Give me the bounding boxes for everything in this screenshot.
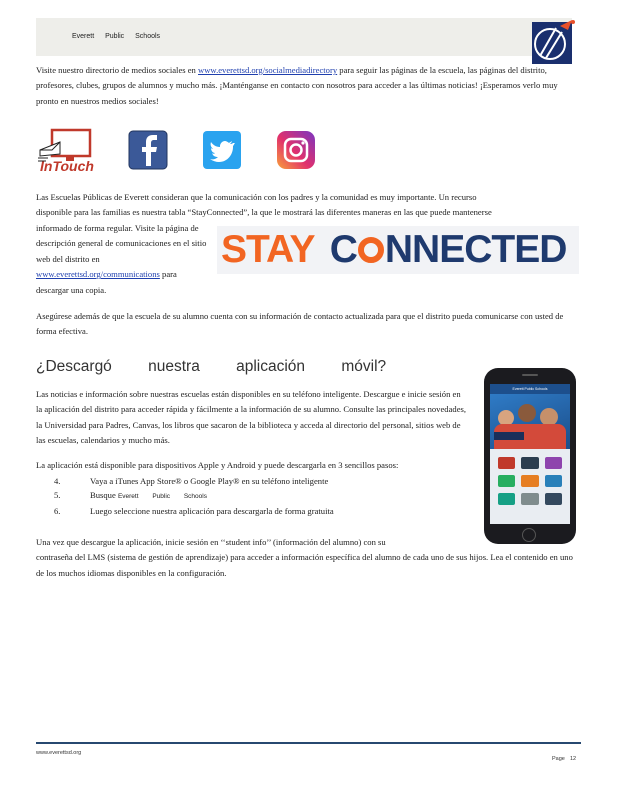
app-p3-line1: Una vez que descargue la aplicación, inicie sesión en ‘‘student info’’ (información del alumno) con su: [36, 537, 386, 547]
step-brand: Everett Public Schools: [117, 493, 207, 500]
stay-text-rest: informado de forma regular. Visite la página de descripción general de comunicaciones en el sitio web del distrito en: [36, 223, 207, 264]
step-item: [54, 488, 464, 504]
app-paragraph-2: [36, 458, 468, 473]
footer-rule: [36, 742, 581, 744]
banner-stay-text: STAY: [221, 228, 314, 271]
stay-connected-banner: [217, 226, 579, 274]
twitter-icon[interactable]: [202, 130, 242, 170]
step-item: [54, 504, 464, 518]
step-number: 5.: [54, 490, 61, 500]
district-logo-icon: [526, 18, 578, 66]
banner-o-icon: [358, 237, 384, 263]
app-p1-text: Las noticias e información sobre nuestras escuelas están disponibles en su teléfono inteligente. Descargue e inicie sesión en la aplicación del distrito para acceder rápida y fácilmente a la información de su alumno. Consulte las principales novedades, la Universidad para Padres, Canvas, los libros que sacaron de la biblioteca y acceda al directorio del personal, sitios web de las escuelas, calendarios y mucho más.: [36, 389, 467, 446]
app-steps: [54, 474, 464, 518]
step-text: Vaya a iTunes App Store® o Google Play® en su teléfono inteligente: [90, 476, 329, 486]
phone-app-grid: [490, 449, 570, 513]
stay-line-1: Las Escuelas Públicas de Everett consideran que la comunicación con los padres y la comunidad es muy importante. Un recurso: [36, 192, 477, 202]
app-heading: ¿Descargó nuestra aplicación móvil?: [36, 358, 387, 375]
step-number: 6.: [54, 506, 61, 516]
header-bar: [36, 18, 572, 56]
social-media-directory-link[interactable]: www.everettsd.org/socialmediadirectory: [198, 65, 338, 75]
phone-app-title: Everett Public Schools: [490, 384, 570, 394]
intro-paragraph: [36, 63, 578, 109]
footer-site: www.everettsd.org: [36, 750, 82, 756]
intouch-label: InTouch: [40, 158, 94, 174]
step-text: Busque: [90, 490, 118, 500]
phone-mockup: [484, 368, 576, 544]
header-brand: Everett Public Schools: [72, 33, 161, 40]
stay-connected-intro: [36, 190, 578, 221]
step-item: [54, 474, 464, 488]
stay-text-tail: para descargar una copia.: [36, 269, 177, 295]
footer-page-number: 12: [570, 756, 577, 762]
facebook-icon[interactable]: [128, 130, 168, 170]
ensure-text: Asegúrese además de que la escuela de su alumno cuenta con su información de contacto actualizada para que el distrito pueda comunicarse con usted de forma efectiva.: [36, 311, 564, 337]
phone-home-button: [522, 528, 536, 542]
step-text: Luego seleccione nuestra aplicación para descargarla de forma gratuita: [90, 506, 334, 516]
communications-link[interactable]: www.everettsd.org/communications: [36, 269, 160, 280]
stay-connected-text: [36, 221, 208, 298]
stay-line-2: disponible para las familias es nuestra tabla “StayConnected”, la que le mostrará las diferentes maneras en las que puede mantenerse: [36, 207, 492, 218]
banner-c-text: C: [329, 228, 357, 271]
footer-page-label: Page: [552, 756, 565, 762]
social-icons-row: [36, 128, 336, 174]
step-number: 4.: [54, 476, 61, 486]
app-paragraph-1: [36, 387, 468, 449]
instagram-icon[interactable]: [276, 130, 316, 170]
banner-nnected-text: NNECTED: [384, 228, 567, 271]
intro-text-after: para seguir las páginas de la escuela, las páginas del distrito, profesores, clubes, grupos de alumnos y mucho más. ¡Manténganse en contacto con nosotros para acceder a las últimas noticias! ¡Esperamos verlo muy pronto en nuestros medios sociales!: [36, 65, 558, 106]
phone-screen: [490, 384, 570, 524]
intro-text-before: Visite nuestro directorio de medios sociales en: [36, 65, 199, 75]
ensure-paragraph: [36, 309, 566, 340]
app-p2-text: La aplicación está disponible para dispositivos Apple y Android y puede descargarla en 3 sencillos pasos:: [36, 460, 399, 470]
phone-speaker-icon: [522, 374, 538, 376]
app-p3-rest: contraseña del LMS (sistema de gestión de aprendizaje) para acceder a información específica del alumno de cada uno de sus hijos. Lea el contenido en uno de los muchos idiomas disponibles en la configuración.: [36, 552, 573, 578]
phone-photo: [490, 394, 570, 449]
intouch-icon[interactable]: [38, 128, 96, 178]
